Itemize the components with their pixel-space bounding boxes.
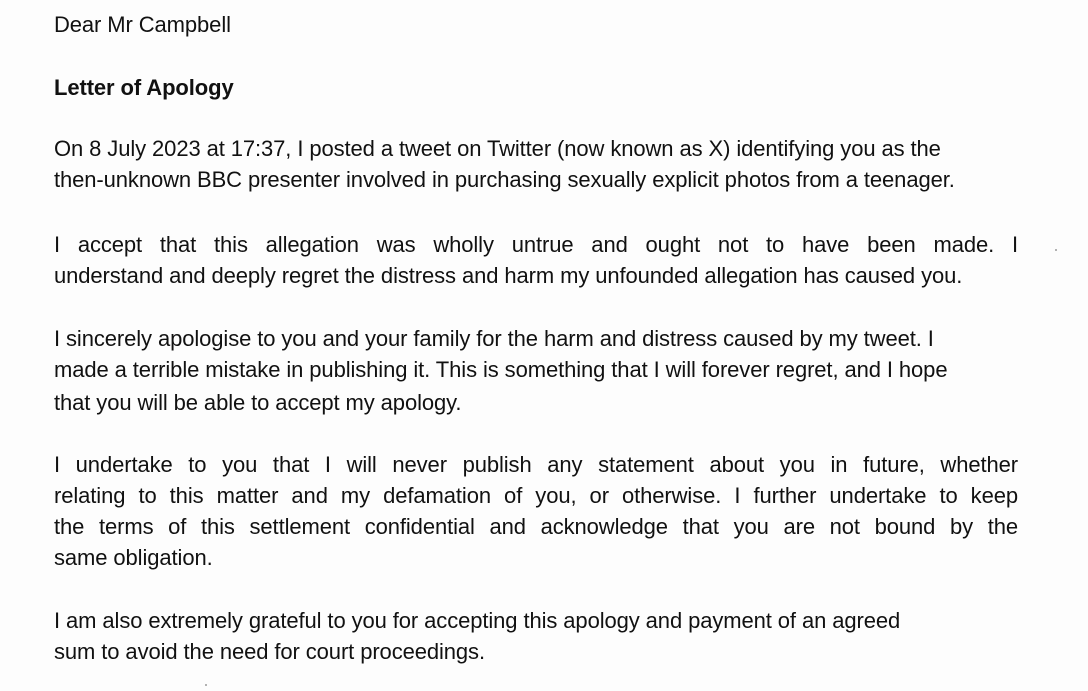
paragraph-3-line-1: I sincerely apologise to you and your family for the harm and distress caused by my tweet. I [54,326,934,351]
paragraph-4-line-2: relating to this matter and my defamation of you, or otherwise. I further undertake to keep [54,483,1018,508]
paragraph-3-line-3: that you will be able to accept my apology. [54,390,462,415]
paragraph-2-line-2: understand and deeply regret the distress and harm my unfounded allegation has caused you. [54,263,963,288]
letter-heading: Letter of Apology [54,75,234,100]
scan-speck [1055,249,1057,251]
paragraph-5-line-2: sum to avoid the need for court proceedings. [54,639,485,664]
paragraph-3-line-2: made a terrible mistake in publishing it. This is something that I will forever regret, and I hope [54,357,948,382]
paragraph-5-line-1: I am also extremely grateful to you for accepting this apology and payment of an agreed [54,608,901,633]
paragraph-4-line-4: same obligation. [54,545,213,570]
salutation: Dear Mr Campbell [54,12,231,37]
paragraph-1-line-1: On 8 July 2023 at 17:37, I posted a tweet on Twitter (now known as X) identifying you as the [54,136,941,161]
paragraph-4-line-1: I undertake to you that I will never publish any statement about you in future, whether [54,452,1018,477]
scan-speck [205,684,207,686]
paragraph-4-line-3: the terms of this settlement confidential and acknowledge that you are not bound by the [54,514,1018,539]
paragraph-1-line-2: then-unknown BBC presenter involved in purchasing sexually explicit photos from a teenager. [54,167,955,192]
paragraph-2-line-1: I accept that this allegation was wholly untrue and ought not to have been made. I [54,232,1018,257]
